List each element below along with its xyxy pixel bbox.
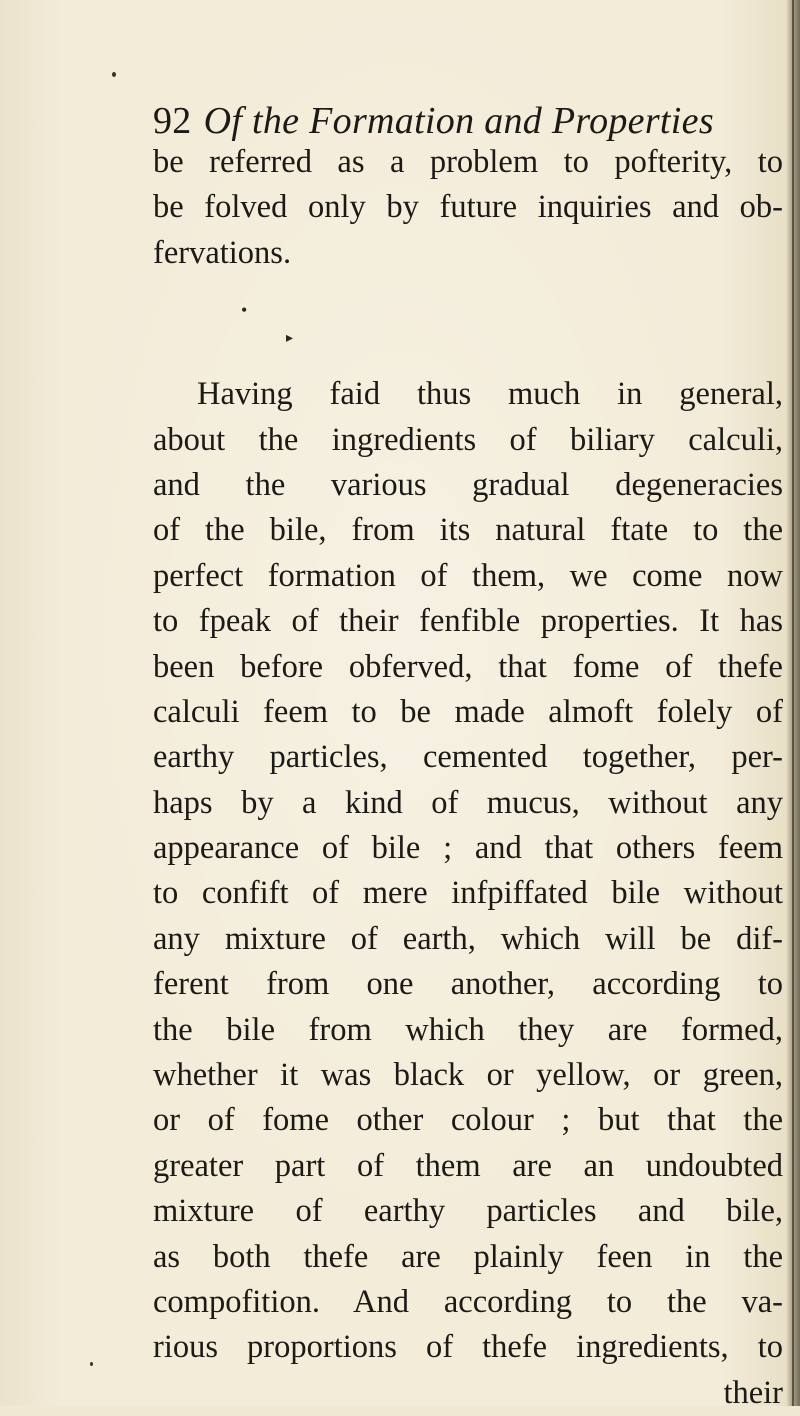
text-line: haps by a kind of mucus, without any: [153, 784, 783, 821]
text-line: been before obferved, that fome of thefe: [153, 648, 783, 685]
text-line: be referred as a problem to pofterity, to: [153, 144, 783, 180]
text-line: compofition. And according to the va-: [153, 1283, 783, 1320]
body-text: [153, 140, 783, 1416]
text-line: to confift of mere infpiffated bile without: [153, 875, 783, 912]
running-head: [153, 98, 714, 144]
text-line: appearance of bile ; and that others feem: [153, 830, 783, 867]
text-line: or of fome other colour ; but that the: [153, 1102, 783, 1139]
text-line: whether it was black or yellow, or green,: [153, 1057, 783, 1094]
running-title: Of the Formation and Properties: [203, 100, 714, 142]
text-line: be folved only by future inquiries and ob-: [153, 189, 783, 226]
text-line: greater part of them are an undoubted: [153, 1147, 783, 1184]
text-line: ferent from one another, according to: [153, 966, 783, 1003]
text-line: rious proportions of thefe ingredients, to: [153, 1329, 783, 1366]
text-line: about the ingredients of biliary calculi,: [153, 421, 783, 458]
text-line: and the various gradual degeneracies: [153, 466, 783, 503]
text-line: as both thefe are plainly feen in the: [153, 1238, 783, 1275]
paragraph-gap: [153, 276, 783, 372]
text-line: Having faid thus much in general,: [197, 376, 783, 413]
page-edge-line: [792, 0, 794, 1406]
text-line: of the bile, from its natural ftate to the: [153, 512, 783, 549]
ink-speck: [112, 72, 116, 77]
text-line: any mixture of earth, which will be dif-: [153, 920, 783, 957]
text-line: mixture of earthy particles and bile,: [153, 1193, 783, 1230]
text-line: fervations.: [153, 234, 292, 271]
text-line: calculi feem to be made almoft folely of: [153, 693, 783, 730]
text-line: to fpeak of their fenfible properties. It has: [153, 603, 783, 640]
printer-mark-arrow: ▸: [286, 331, 294, 347]
text-line: the bile from which they are formed,: [153, 1011, 783, 1048]
text-line: perfect formation of them, we come now: [153, 557, 783, 594]
ink-speck: [90, 1362, 93, 1366]
page-number: 92: [153, 100, 192, 142]
text-line: earthy particles, cemented together, per-: [153, 739, 783, 776]
catchword: their: [723, 1374, 783, 1411]
printer-mark-dot: •: [241, 300, 248, 321]
